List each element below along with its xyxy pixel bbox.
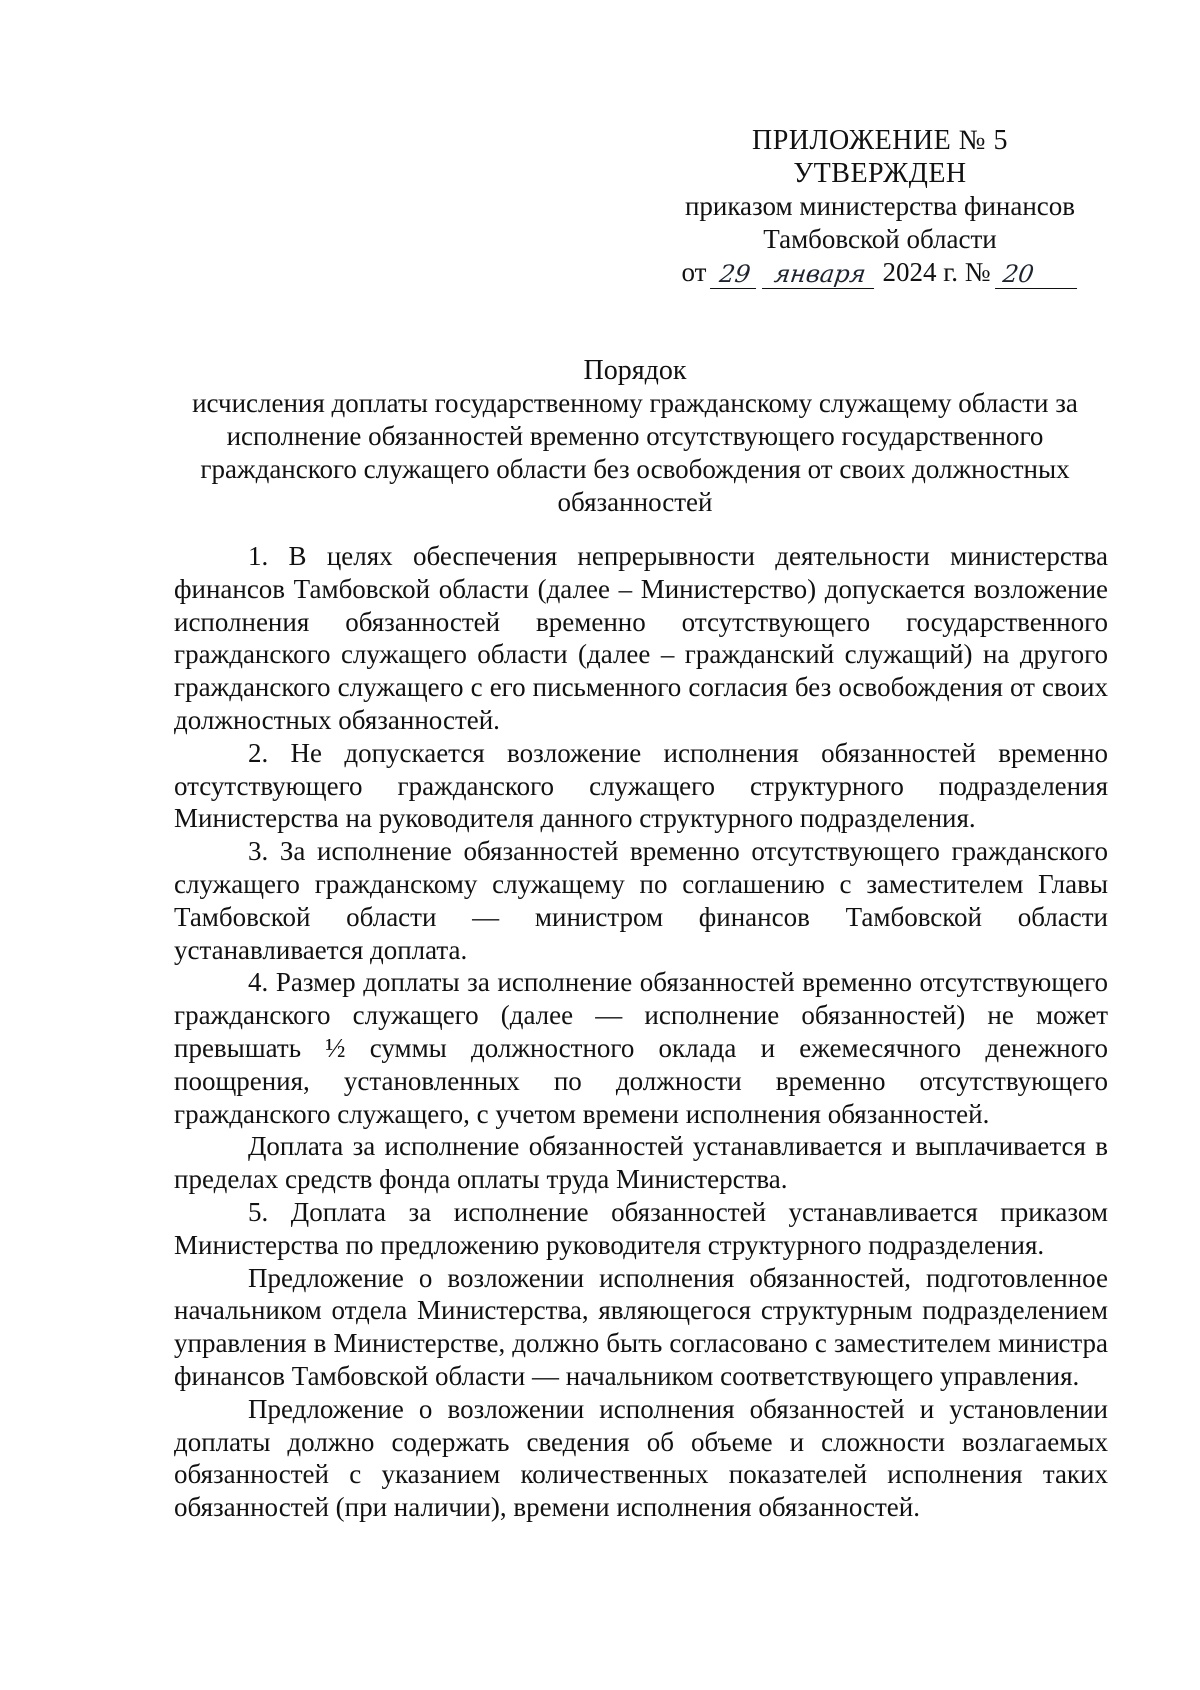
paragraph-4-continuation: Доплата за исполнение обязанностей устанавливается и выплачивается в пределах средств фонда оплаты труда Министерства.: [174, 1131, 1108, 1195]
handwritten-order-number: 20: [994, 260, 1080, 289]
date-year: 2024 г. №: [882, 257, 991, 287]
paragraph-5-continuation-1: Предложение о возложении исполнения обязанностей, подготовленное начальником отдела Министерства, являющегося структурным подразделением управления в Министерстве, должно быть согласовано с заместителем министра финансов Тамбовской области — начальником соответствующего управления.: [174, 1262, 1108, 1391]
handwritten-day: 29: [710, 260, 760, 289]
approval-line-2: Тамбовской области: [763, 224, 997, 254]
document-title: [150, 354, 1120, 519]
handwritten-month: января: [762, 260, 878, 289]
paragraph-2: 2. Не допускается возложение исполнения обязанностей временно отсутствующего гражданского служащего структурного подразделения Министерства на руководителя данного структурного подразделения.: [174, 737, 1108, 834]
approved-label: УТВЕРЖДЕН: [793, 158, 967, 189]
approval-line-1: приказом министерства финансов: [684, 191, 1076, 221]
date-prefix: от: [681, 257, 707, 287]
paragraph-5-continuation-2: Предложение о возложении исполнения обязанностей и установлении доплаты должно содержать сведения об объеме и сложности возлагаемых обязанностей с указанием количественных показателей исполнения таких обязанностей (при наличии), времени исполнения обязанностей.: [174, 1393, 1108, 1523]
paragraph-1: 1. В целях обеспечения непрерывности деятельности министерства финансов Тамбовской области (далее – Министерство) допускается возложение исполнения обязанностей временно отсутствующего государственного гражданского служащего области (далее – гражданский служащий) на другого гражданского служащего с его письменного согласия без освобождения от своих должностных обязанностей.: [174, 541, 1108, 735]
document-body: [174, 540, 1108, 1524]
title-heading: Порядок: [583, 355, 687, 386]
appendix-label: ПРИЛОЖЕНИЕ № 5: [752, 125, 1008, 156]
paragraph-3: 3. За исполнение обязанностей временно отсутствующего гражданского служащего гражданскому служащему по соглашению с заместителем Главы Тамбовской области — министром финансов Тамбовской области устанавливается доплата.: [174, 836, 1108, 965]
approval-date-line: [660, 256, 1100, 289]
paragraph-5: 5. Доплата за исполнение обязанностей устанавливается приказом Министерства по предложению руководителя структурного подразделения.: [174, 1196, 1108, 1260]
title-subheading: исчисления доплаты государственному гражданскому служащему области за исполнение обязанностей временно отсутствующего государственного гражданского служащего области без освобождения от своих должностных обязанностей: [192, 388, 1078, 517]
paragraph-4: 4. Размер доплаты за исполнение обязанностей временно отсутствующего гражданского служащего (далее — исполнение обязанностей) не может превышать ½ суммы должностного оклада и ежемесячного денежного поощрения, установленных по должности временно отсутствующего гражданского служащего, с учетом времени исполнения обязанностей.: [174, 967, 1108, 1129]
approval-header: [660, 124, 1100, 289]
